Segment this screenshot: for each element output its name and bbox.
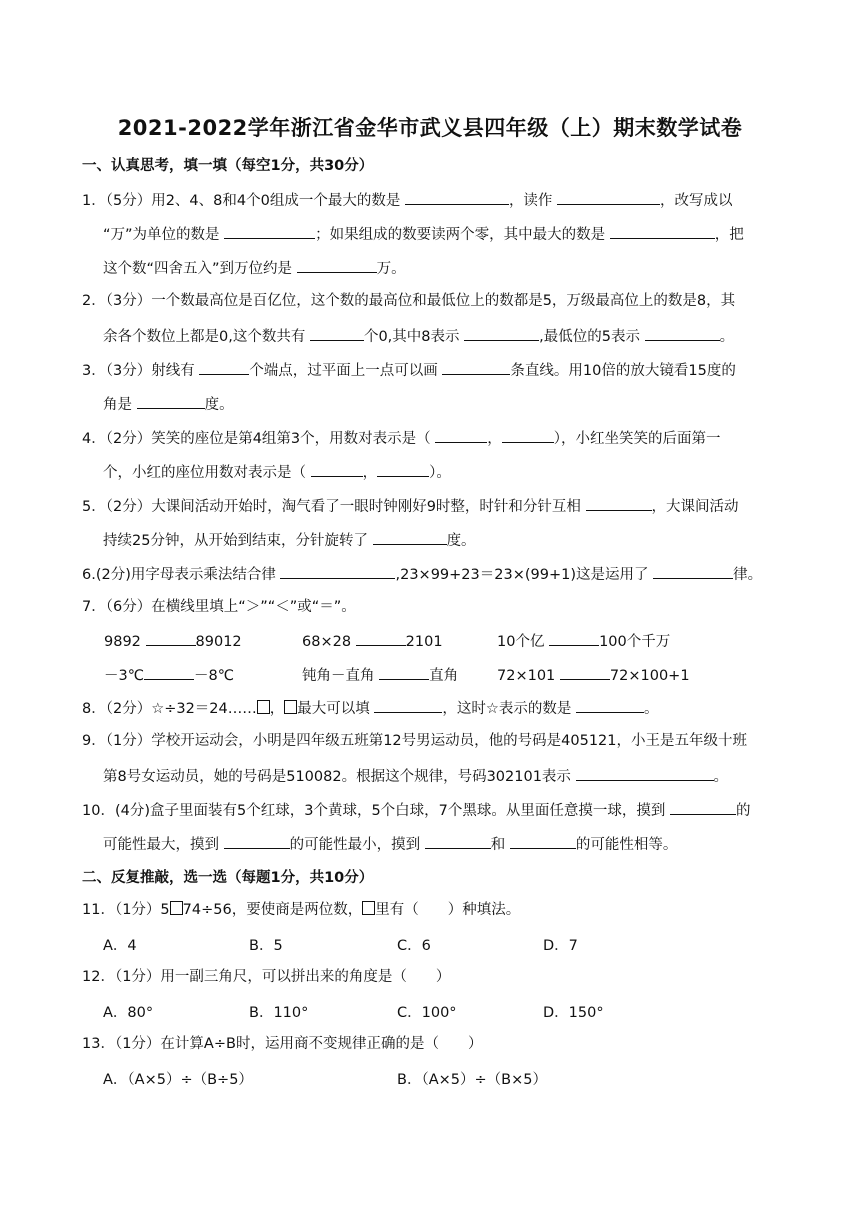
option-c[interactable]: C．100° bbox=[397, 1005, 457, 1021]
text: ，这时☆表示的数是 bbox=[442, 701, 576, 717]
text: 72×100+1 bbox=[609, 668, 690, 684]
question-7-intro: 7．（6分）在横线里填上“＞”“＜”或“＝”。 bbox=[82, 599, 356, 615]
answer-blank[interactable] bbox=[653, 563, 733, 579]
question-9-line-2 bbox=[103, 765, 728, 787]
question-3-line-1 bbox=[82, 359, 736, 381]
answer-blank[interactable] bbox=[464, 325, 539, 341]
text: ，大课间活动 bbox=[651, 499, 739, 515]
box-symbol bbox=[284, 700, 297, 714]
text: 5．（2分）大课间活动开始时，淘气看了一眼时钟刚好9时整，时针和分针互相 bbox=[82, 499, 586, 515]
text: 。 bbox=[719, 329, 735, 345]
text: 条直线。用10倍的放大镜看15度的 bbox=[510, 363, 736, 379]
text: 3．（3分）射线有 bbox=[82, 363, 200, 379]
text: 4．（2分）笑笑的座位是第4组第3个，用数对表示是（ bbox=[82, 431, 436, 447]
text: 直角 bbox=[429, 668, 459, 684]
answer-blank[interactable] bbox=[586, 495, 652, 511]
answer-blank[interactable] bbox=[645, 325, 720, 341]
answer-blank[interactable] bbox=[576, 697, 644, 713]
text: ,23×99+23＝23×(99+1)这是运用了 bbox=[395, 567, 654, 583]
section-heading-1: 一、认真思考，填一填（每空1分，共30分） bbox=[82, 158, 374, 174]
answer-blank[interactable] bbox=[557, 189, 660, 205]
text: ,最低位的5表示 bbox=[539, 329, 645, 345]
answer-blank[interactable] bbox=[224, 833, 290, 849]
question-3-line-2 bbox=[103, 393, 234, 415]
box-symbol bbox=[257, 700, 270, 714]
text: 可能性最大，摸到 bbox=[103, 837, 224, 853]
text: 和 bbox=[490, 837, 510, 853]
question-9-line-1: 9．（1分）学校开运动会，小明是四年级五班第12号男运动员，他的号码是405121，小王是五年级十班 bbox=[82, 733, 747, 749]
text: －3℃ bbox=[104, 668, 145, 684]
text: 100个千万 bbox=[599, 634, 671, 650]
box-symbol bbox=[362, 901, 375, 915]
compare-item bbox=[302, 664, 458, 685]
text: 2101 bbox=[405, 634, 443, 650]
text: 律。 bbox=[733, 567, 763, 583]
text: ， bbox=[487, 431, 502, 447]
question-5-line-2 bbox=[103, 529, 476, 551]
text: 万。 bbox=[376, 261, 406, 277]
text: 度。 bbox=[446, 533, 476, 549]
answer-blank[interactable] bbox=[377, 461, 429, 477]
answer-blank[interactable] bbox=[576, 765, 714, 781]
question-10-line-1 bbox=[82, 799, 751, 821]
text: 1．（5分）用2、4、8和4个0组成一个最大的数是 bbox=[82, 193, 405, 209]
text: ， bbox=[362, 465, 378, 481]
box-symbol bbox=[170, 901, 183, 915]
text: 。 bbox=[643, 701, 659, 717]
text: 角是 bbox=[103, 397, 137, 413]
question-1-line-2 bbox=[103, 223, 744, 245]
answer-blank[interactable] bbox=[224, 223, 315, 239]
answer-blank[interactable] bbox=[502, 427, 554, 443]
option-a[interactable]: A．4 bbox=[103, 938, 137, 954]
compare-item bbox=[497, 630, 670, 651]
answer-blank[interactable] bbox=[510, 833, 576, 849]
question-8-line-1 bbox=[82, 697, 658, 719]
answer-blank[interactable] bbox=[670, 799, 736, 815]
text: 8．（2分）☆÷32＝24…… bbox=[82, 701, 257, 717]
page-title: 2021-2022学年浙江省金华市武义县四年级（上）期末数学试卷 bbox=[117, 116, 743, 140]
text: 74÷56，要使商是两位数， bbox=[182, 902, 363, 918]
text: 里有（ ）种填法。 bbox=[375, 902, 521, 918]
text: 的 bbox=[736, 803, 751, 819]
answer-blank[interactable] bbox=[146, 630, 196, 646]
text: 第8号女运动员，她的号码是510082。根据这个规律，号码302101表示 bbox=[103, 769, 576, 785]
text: 度。 bbox=[204, 397, 234, 413]
text: “万”为单位的数是 bbox=[103, 227, 225, 243]
option-d[interactable]: D．7 bbox=[543, 938, 578, 954]
option-b[interactable]: B．110° bbox=[249, 1005, 309, 1021]
text: 6.(2分)用字母表示乘法结合律 bbox=[82, 567, 281, 583]
option-a[interactable]: A．80° bbox=[103, 1005, 154, 1021]
answer-blank[interactable] bbox=[374, 697, 442, 713]
answer-blank[interactable] bbox=[356, 630, 406, 646]
answer-blank[interactable] bbox=[297, 257, 377, 273]
answer-blank[interactable] bbox=[405, 189, 509, 205]
text: －8℃ bbox=[194, 668, 235, 684]
text: 持续25分钟，从开始到结束，分针旋转了 bbox=[103, 533, 373, 549]
text: 余各个数位上都是0,这个数共有 bbox=[103, 329, 310, 345]
option-c[interactable]: C．6 bbox=[397, 938, 431, 954]
question-1-line-3 bbox=[103, 257, 406, 279]
text: 个，小红的座位用数对表示是（ bbox=[103, 465, 311, 481]
compare-item bbox=[104, 630, 242, 650]
question-1-line-1 bbox=[82, 189, 733, 211]
text: ）。 bbox=[429, 465, 451, 481]
answer-blank[interactable] bbox=[442, 359, 510, 375]
text: ），小红坐笑笑的后面第一 bbox=[553, 431, 721, 447]
text: 最大可以填 bbox=[297, 701, 375, 717]
option-b[interactable]: B．5 bbox=[249, 938, 283, 954]
text: 的可能性最小，摸到 bbox=[289, 837, 425, 853]
question-4-line-2 bbox=[103, 461, 451, 483]
text: 这个数“四舍五入”到万位约是 bbox=[103, 261, 297, 277]
answer-blank[interactable] bbox=[310, 325, 364, 341]
answer-blank[interactable] bbox=[373, 529, 447, 545]
text: 10个亿 bbox=[497, 634, 550, 650]
compare-item bbox=[497, 664, 690, 684]
answer-blank[interactable] bbox=[144, 664, 194, 680]
question-12-line-1: 12．（1分）用一副三角尺，可以拼出来的角度是（ ） bbox=[82, 969, 451, 985]
answer-blank[interactable] bbox=[280, 563, 395, 579]
text: 个端点，过平面上一点可以画 bbox=[249, 363, 443, 379]
text: ，把 bbox=[714, 227, 744, 243]
option-a[interactable]: A．（A×5）÷（B÷5） bbox=[103, 1072, 253, 1088]
text: ；如果组成的数要读两个零，其中最大的数是 bbox=[315, 227, 610, 243]
option-d[interactable]: D．150° bbox=[543, 1005, 604, 1021]
text: 的可能性相等。 bbox=[575, 837, 678, 853]
question-2-line-2 bbox=[103, 325, 734, 347]
answer-blank[interactable] bbox=[137, 393, 205, 409]
answer-blank[interactable] bbox=[199, 359, 249, 375]
answer-blank[interactable] bbox=[435, 427, 487, 443]
text: 11．（1分）5 bbox=[82, 902, 170, 918]
question-6-line-1 bbox=[82, 563, 762, 585]
answer-blank[interactable] bbox=[549, 630, 599, 646]
question-2-line-1: 2．（3分）一个数最高位是百亿位，这个数的最高位和最低位上的数都是5，万级最高位上的数是8，其 bbox=[82, 293, 736, 309]
compare-item bbox=[104, 664, 234, 685]
section-heading-2: 二、反复推敲，选一选（每题1分，共10分） bbox=[82, 870, 374, 886]
compare-item bbox=[302, 630, 443, 650]
answer-blank[interactable] bbox=[560, 664, 610, 680]
text: 72×101 bbox=[497, 668, 560, 684]
question-13-line-1: 13．（1分）在计算A÷B时，运用商不变规律正确的是（ ） bbox=[82, 1036, 483, 1052]
question-5-line-1 bbox=[82, 495, 739, 517]
question-4-line-1 bbox=[82, 427, 721, 449]
option-b[interactable]: B．（A×5）÷（B×5） bbox=[397, 1072, 547, 1088]
text: 9892 bbox=[104, 634, 146, 650]
answer-blank[interactable] bbox=[311, 461, 363, 477]
text: 68×28 bbox=[302, 634, 356, 650]
text: 钝角－直角 bbox=[302, 668, 380, 684]
question-10-line-2 bbox=[103, 833, 677, 855]
text: 89012 bbox=[195, 634, 242, 650]
answer-blank[interactable] bbox=[425, 833, 491, 849]
text: ， bbox=[269, 701, 285, 717]
text: 个0,其中8表示 bbox=[363, 329, 465, 345]
text: ，改写成以 bbox=[660, 193, 733, 209]
question-11-line-1 bbox=[82, 900, 520, 920]
answer-blank[interactable] bbox=[610, 223, 715, 239]
text: ，读作 bbox=[508, 193, 558, 209]
answer-blank[interactable] bbox=[379, 664, 429, 680]
text: 。 bbox=[713, 769, 729, 785]
text: 10．(4分)盒子里面装有5个红球，3个黄球，5个白球，7个黑球。从里面任意摸一球，摸到 bbox=[82, 803, 670, 819]
